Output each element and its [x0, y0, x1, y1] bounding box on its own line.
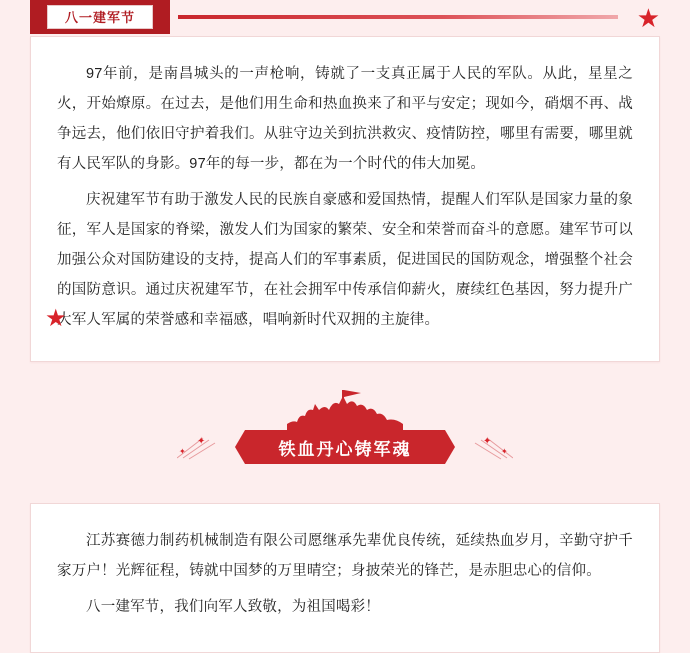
- footer-paragraph: 江苏赛德力制药机械制造有限公司愿继承先辈优良传统，延续热血岁月，辛勤守护千家万户！光辉征程，铸就中国梦的万里晴空；身披荣光的锋芒，是赤胆忠心的信仰。: [57, 533, 633, 579]
- article-paragraph: 庆祝建军节有助于激发人民的民族自豪感和爱国热情，提醒人们军队是国家力量的象征，军人是国家的脊梁，激发人们为国家的繁荣、安全和荣誉而奋斗的意愿。建军节可以加强公众对国防建设的支持，提高人们的军事素质，促进国民的国防观念，增强整个社会的国防意识。通过庆祝建军节，在社会拥军中传承信仰薪火，赓续红色基因，努力提升广大军人军属的荣誉感和幸福感，唱响新时代双拥的主旋律。: [57, 192, 633, 328]
- article-paragraph: 97年前，是南昌城头的一声枪响，铸就了一支真正属于人民的军队。从此，星星之火，开始燎原。在过去，是他们用生命和热血换来了和平与安定；现如今，硝烟不再、战争远去，他们依旧守护着我们。从驻守边关到抗洪救灾、疫情防控，哪里有需要，哪里就有人民军队的身影。97年的每一步，都在为一个时代的伟大加冕。: [57, 66, 633, 172]
- page-title-tag: [47, 5, 153, 29]
- soldiers-silhouette-icon: [285, 390, 405, 430]
- footer-paragraph: 八一建军节，我们向军人致敬，为祖国喝彩！: [86, 599, 380, 615]
- banner-section: [0, 390, 690, 480]
- page-title: 八一建军节: [64, 9, 135, 25]
- footer-card: [30, 503, 660, 653]
- svg-text:✦: ✦: [501, 447, 508, 456]
- svg-text:✦: ✦: [197, 436, 206, 447]
- star-icon: ★: [636, 3, 660, 33]
- header-stripe: [178, 15, 618, 19]
- banner-title: 铁血丹心铸军魂: [278, 439, 412, 459]
- page-header: [0, 0, 690, 34]
- banner-ribbon: [245, 430, 445, 464]
- svg-text:✦: ✦: [179, 447, 186, 456]
- spark-icon: [453, 434, 513, 460]
- article-card: [30, 36, 660, 362]
- svg-text:✦: ✦: [483, 436, 492, 447]
- spark-icon: [177, 434, 237, 460]
- star-icon: ★: [45, 305, 67, 332]
